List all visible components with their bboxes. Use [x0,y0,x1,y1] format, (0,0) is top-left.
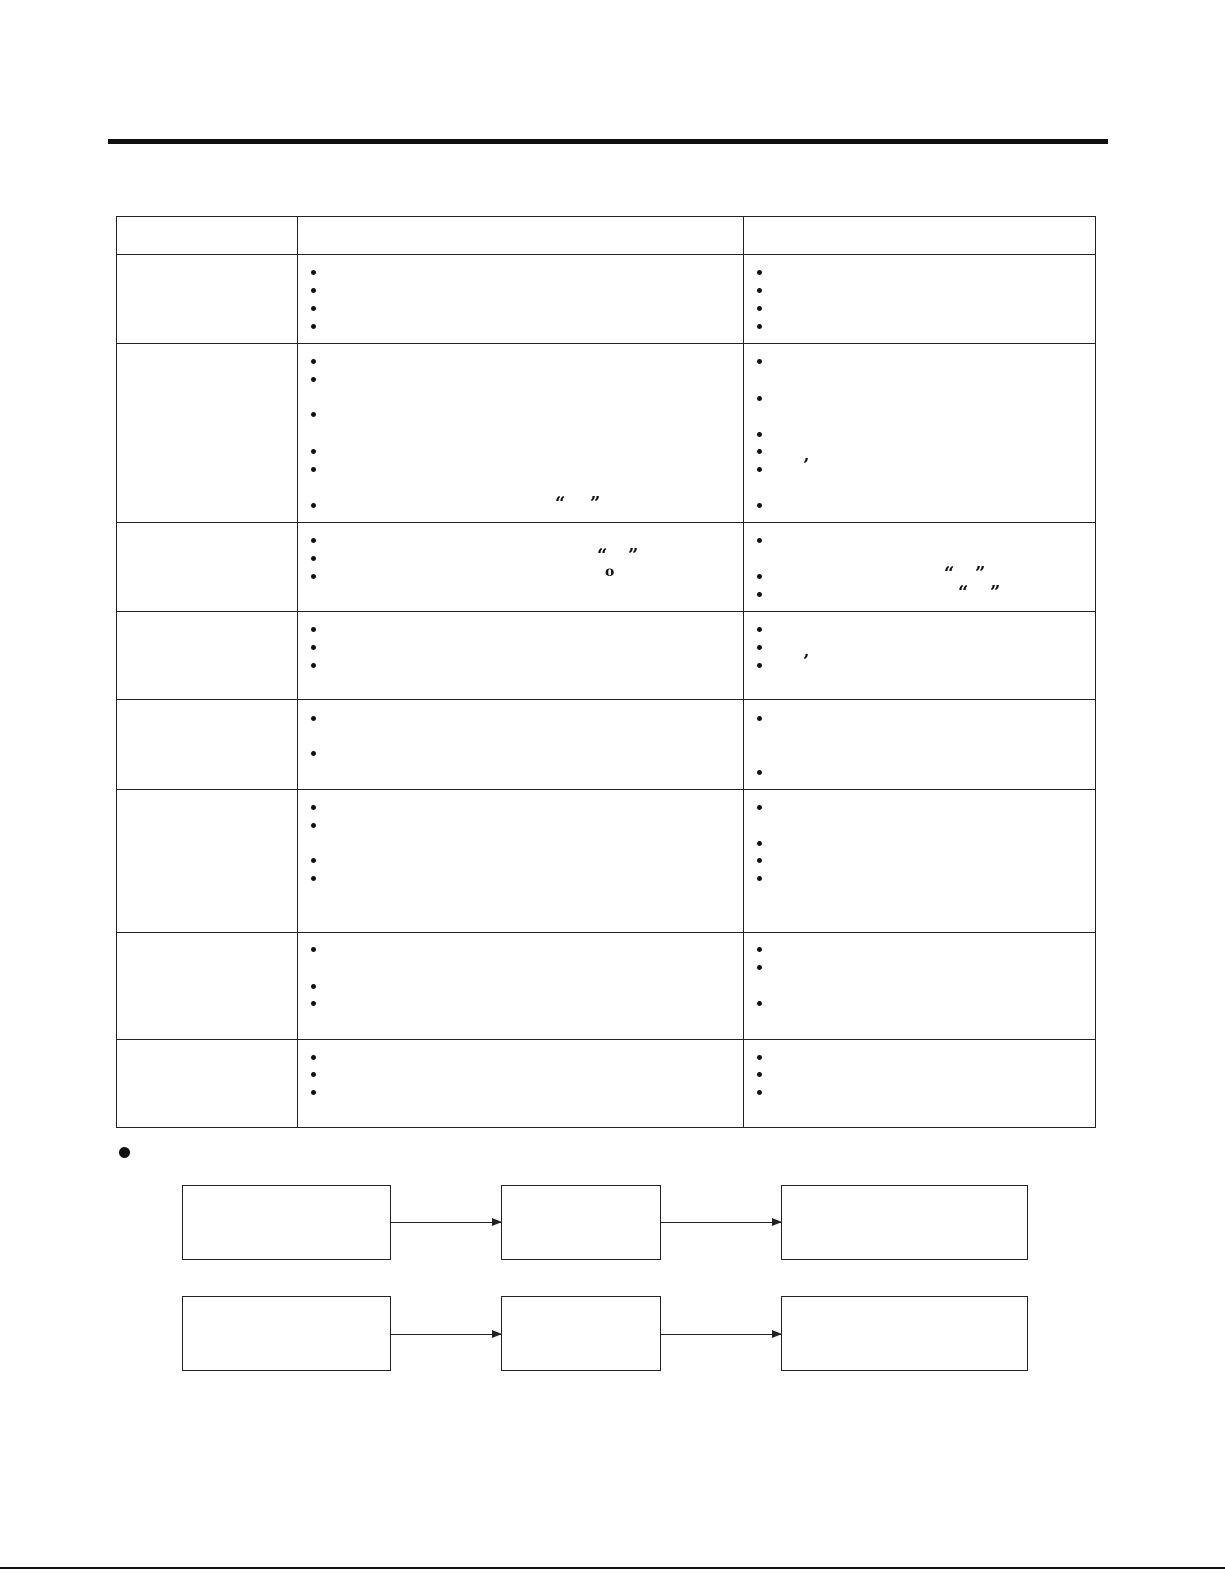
row-divider [117,932,1095,933]
bullet-dot [757,324,762,329]
row-divider [117,343,1095,344]
flow-box-1-2 [501,1185,661,1260]
column-divider [297,217,298,1127]
bullet-dot [311,359,316,364]
open-quote-mark: “ [958,582,969,603]
flow-arrow [391,1222,501,1223]
bullet-dot [311,1072,316,1077]
row-divider [117,254,1095,255]
bullet-dot [757,359,762,364]
flow-arrow [661,1334,781,1335]
comma-mark: ’ [803,651,810,672]
bullet-dot [757,592,762,597]
bullet-dot [757,645,762,650]
bullet-dot [757,965,762,970]
bullet-dot [757,467,762,472]
open-quote-mark: “ [944,563,955,584]
bullet-dot [311,984,316,989]
bullet-dot [311,663,316,668]
bullet-dot [311,645,316,650]
bullet-dot [311,412,316,417]
bullet-dot [311,324,316,329]
row-divider [117,522,1095,523]
bullet-dot [757,663,762,668]
bullet-dot [757,858,762,863]
bullet-dot [311,1001,316,1006]
bullet-dot [311,1090,316,1095]
bullet-dot [757,503,762,508]
bullet-dot [757,770,762,775]
flow-box-2-2 [501,1296,661,1371]
open-quote-mark: “ [597,545,608,566]
bullet-dot [757,841,762,846]
bullet-dot [757,1090,762,1095]
comma-mark: ’ [803,455,810,476]
bullet-dot [311,288,316,293]
flow-box-1-1 [182,1185,391,1260]
bullet-dot [757,716,762,721]
comparison-table [116,216,1096,1128]
bullet-dot [311,751,316,756]
bullet-dot [311,805,316,810]
flow-box-2-3 [781,1296,1028,1371]
bullet-dot [311,503,316,508]
bullet-dot [311,823,316,828]
close-quote-mark: ” [628,545,639,566]
degree-mark: o [605,564,615,580]
bullet-dot [757,538,762,543]
bullet-dot [757,288,762,293]
bullet-dot [757,270,762,275]
footer-rule [0,1567,1225,1569]
bullet-dot [757,1055,762,1060]
flow-box-1-3 [781,1185,1028,1260]
bullet-dot [757,432,762,437]
bullet-dot [757,1072,762,1077]
row-divider [117,699,1095,700]
header-rule [108,139,1108,144]
bullet-dot [311,556,316,561]
bullet-dot [311,377,316,382]
row-divider [117,1039,1095,1040]
bullet-dot [311,538,316,543]
bullet-dot [757,574,762,579]
bullet-dot [757,805,762,810]
bullet-dot [757,396,762,401]
close-quote-mark: ” [590,493,601,514]
bullet-dot [311,306,316,311]
column-divider [743,217,744,1127]
bullet-dot [757,947,762,952]
bullet-dot [311,627,316,632]
bullet-dot [311,467,316,472]
flow-arrow [391,1334,501,1335]
bullet-dot [311,947,316,952]
open-quote-mark: “ [555,493,566,514]
flow-arrow [661,1222,781,1223]
bullet-dot [311,1055,316,1060]
section-bullet [119,1147,130,1158]
bullet-dot [757,306,762,311]
bullet-dot [757,449,762,454]
flow-box-2-1 [182,1296,391,1371]
bullet-dot [311,574,316,579]
bullet-dot [757,627,762,632]
bullet-dot [311,716,316,721]
bullet-dot [311,876,316,881]
row-divider [117,611,1095,612]
bullet-dot [757,876,762,881]
bullet-dot [311,858,316,863]
close-quote-mark: ” [990,582,1001,603]
bullet-dot [311,270,316,275]
row-divider [117,789,1095,790]
close-quote-mark: ” [975,563,986,584]
bullet-dot [311,449,316,454]
bullet-dot [757,1001,762,1006]
